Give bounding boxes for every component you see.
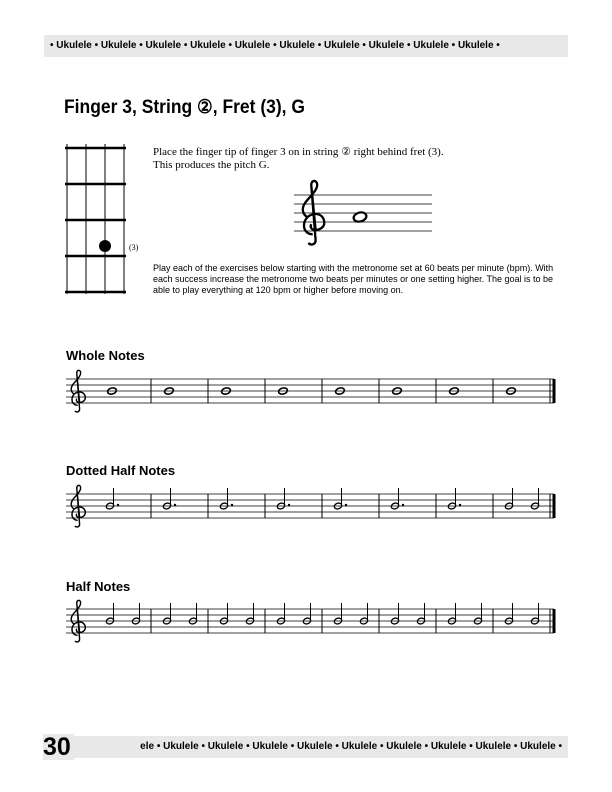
dot <box>117 504 119 506</box>
pitch-staff <box>294 187 434 247</box>
dot <box>402 504 404 506</box>
finger-dot <box>99 240 111 252</box>
fret-label: (3) <box>129 243 139 252</box>
dot <box>459 504 461 506</box>
dot <box>345 504 347 506</box>
description-line-1: Place the finger tip of finger 3 on in string ② right behind fret (3). <box>153 146 444 158</box>
whole-notes-heading: Whole Notes <box>66 348 145 363</box>
footer-band-text: ele • Ukulele • Ukulele • Ukulele • Ukulele • Ukulele • Ukulele • Ukulele • Ukulele • Ukulele • <box>140 741 562 752</box>
header-band <box>44 35 568 57</box>
dotted-half-notes-staff <box>66 490 562 530</box>
fretboard-diagram <box>62 144 132 304</box>
dot <box>174 504 176 506</box>
lesson-description <box>153 146 553 172</box>
header-band-text: • Ukulele • Ukulele • Ukulele • Ukulele • Ukulele • Ukulele • Ukulele • Ukulele • Ukulele • Ukulele • <box>50 40 500 51</box>
dot <box>231 504 233 506</box>
half-notes-staff <box>66 605 562 645</box>
page-number: 30 <box>43 734 74 760</box>
practice-instructions: Play each of the exercises below starting with the metronome set at 60 beats per minute (bpm). With each success increase the metronome two beats per minutes or one setting higher. The goal is to be able to play everything at 120 bpm or higher before moving on. <box>153 263 554 295</box>
footer-band <box>44 736 568 758</box>
whole-notes-staff <box>66 375 562 415</box>
description-line-2: This produces the pitch G. <box>153 159 270 171</box>
dotted-half-notes-heading: Dotted Half Notes <box>66 463 176 478</box>
lesson-title: Finger 3, String ②, Fret (3), G <box>64 97 305 118</box>
half-notes-heading: Half Notes <box>66 579 131 594</box>
dot <box>288 504 290 506</box>
